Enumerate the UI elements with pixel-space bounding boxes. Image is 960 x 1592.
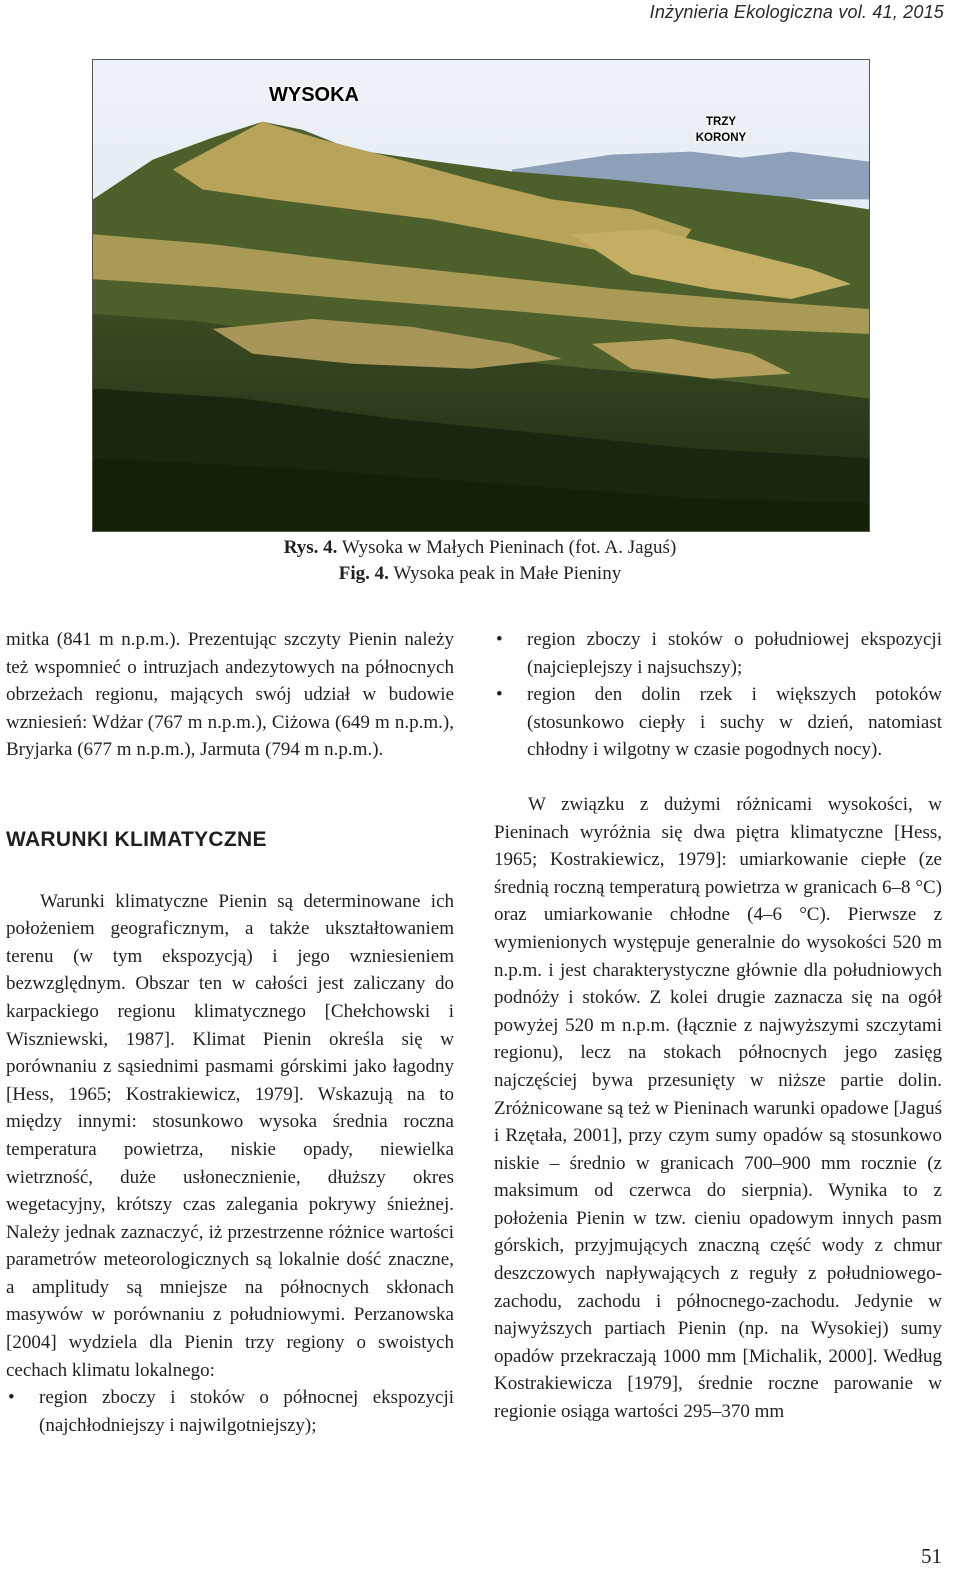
figure-caption-pl (0, 537, 960, 559)
journal-header: Inżynieria Ekologiczna vol. 41, 2015 (649, 2, 944, 22)
bullet-valleys: • region den dolin rzek i większych potoków (stosunkowo ciepły i suchy w dzień, natomiast chłodny i wilgotny w czasie pogodnych nocy). (494, 681, 942, 764)
intro-paragraph: mitka (841 m n.p.m.). Prezentując szczyty Pienin należy też wspomnieć o intruzjach andezytowych na północnych obrzeżach regionu, mających swój udział w budowie wzniesień: Wdżar (767 m n.p.m.), Ciżowa (649 m n.p.m.), Bryjarka (677 m n.p.m.), Jarmuta (794 m n.p.m.). (6, 629, 454, 761)
page-number: 51 (921, 1544, 942, 1568)
section-heading: WARUNKI KLIMATYCZNE (6, 827, 267, 851)
caption-pl-text: Wysoka w Małych Pieninach (fot. A. Jaguś) (337, 537, 677, 558)
landscape-photo (92, 59, 870, 532)
right-column (494, 626, 942, 1426)
bullet-south-slopes: • region zboczy i stoków o południowej ekspozycji (najcieplejszy i najsuchszy); (494, 626, 942, 681)
left-column (6, 626, 454, 1439)
figure-caption-en (0, 563, 960, 585)
landscape-illustration (93, 60, 869, 531)
caption-en-text: Wysoka peak in Małe Pieniny (388, 563, 622, 584)
climate-levels-paragraph: W związku z dużymi różnicami wysokości, w Pieninach wyróżnia się dwa piętra klimatyczne [Hess, 1965; Kostrakiewicz, 1979]: umiarkowanie ciepłe (ze średnią roczną temperaturą powietrza w granicach 6–8 °C) oraz umiarkowanie chłodne (4–6 °C). Pierwsze z wymienionych występuje generalnie do wysokości 520 m n.p.m. i jest charakterystyczne głównie dla południowych podnóży i stoków. Z kolei drugie zaznacza się na ogół powyżej 520 m n.p.m. (łącznie z najwyższymi szczytami regionu), lecz na stokach północnych jego zasięg najczęściej bywa przesunięty w niższe partie dolin. Zróżnicowane są też w Pieninach warunki opadowe [Jaguś i Rzętała, 2001], przy czym sumy opadów są stosunkowo niskie – średnio w granicach 700–900 mm rocznie (z maksimum od czerwca do sierpnia). Wynika to z położenia Pienin w tzw. cieniu opadowym innych pasm górskich, przyjmujących znaczną część wody z chmur deszczowych napływających z reguły z południowego-zachodu, zachodu i północnego-zachodu. Jedynie w najwyższych partiach Pienin (np. na Wysokiej) sumy opadów przekraczają 1000 mm [Michalik, 2000]. Według Kostrakiewicza [1979], średnie roczne parowanie w regionie osiąga wartości 295–370 mm (494, 793, 942, 1423)
bullet-north-slopes: • region zboczy i stoków o północnej ekspozycji (najchłodniejszy i najwilgotniejszy); (6, 1384, 454, 1439)
climate-paragraph: Warunki klimatyczne Pienin są determinowane ich położeniem geograficznym, a także ukształtowaniem terenu (w tym ekspozycją) i jego wzniesieniem bezwzględnym. Obszar ten w całości jest zaliczany do karpackiego regionu klimatycznego [Chełchowski i Wiszniewski, 1987]. Klimat Pienin określa się w porównaniu z sąsiednimi pasmami górskimi jako łagodny [Hess, 1965; Kostrakiewicz, 1979]. Wskazują na to między innymi: stosunkowo wysoka średnia roczna temperatura powietrza, niskie opady, niewielka wietrzność, duże usłonecznienie, dłuższy okres wegetacyjny, krótszy czas zalegania pokrywy śnieżnej. Należy jednak zaznaczyć, iż przestrzenne różnice wartości parametrów meteorologicznych są lokalnie dość znaczne, a amplitudy są mniejsze na północnych skłonach masywów w porównaniu z południowymi. Perzanowska [2004] wydziela dla Pienin trzy regiony o swoistych cechach klimatu lokalnego: (6, 890, 454, 1381)
figure-label-wysoka: WYSOKA (269, 84, 359, 106)
caption-pl-prefix: Rys. 4. (283, 537, 338, 558)
caption-en-prefix: Fig. 4. (338, 563, 389, 584)
figure-label-trzy-korony: TRZY KORONY (695, 116, 747, 144)
